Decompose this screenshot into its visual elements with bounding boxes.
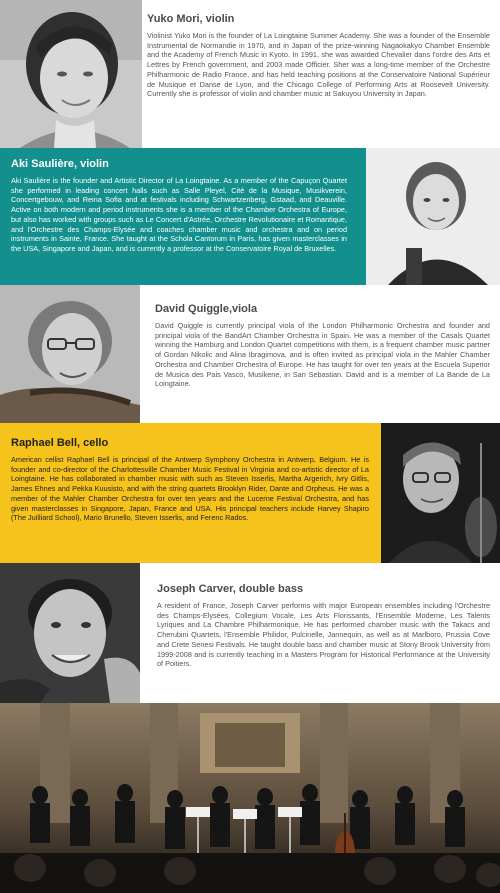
portrait-raphael-bell bbox=[381, 423, 500, 563]
musician-section-aki-sauliere bbox=[0, 148, 500, 285]
musician-name: Aki Saulière, violin bbox=[11, 158, 109, 170]
musician-section-yuko-mori bbox=[0, 0, 500, 148]
musician-text-aki-sauliere bbox=[11, 158, 347, 254]
musician-bio: American cellist Raphael Bell is principal of the Antwerp Symphony Orchestra in Antwerp, Belgium. He is founder and co-director of the Charlottesville Chamber Music Festival in Virginia and co-artistic director of La Loingtaine. He has collaborated in chamber music with such as Steven Isserlis, Martha Argerich, Ivry Gitlis, James Ehnes and Pekka Kuusisto, and with the string quartets Brooklyn Rider, Dante and Orpheus. He was a member of the Mahler Chamber Orchestra for over ten years and the Lucerne Festival Orchestra, and has given masterclasses in Singapore, Japan, France and USA. His principal teachers include Harvey Shapiro (The Juilliard School), Mario Brunello, Steven Isserlis, and Ferenc Rados. bbox=[11, 455, 369, 523]
musician-text-yuko-mori bbox=[147, 13, 490, 99]
musician-name: Raphael Bell, cello bbox=[11, 437, 109, 449]
portrait-david-quiggle bbox=[0, 285, 140, 423]
musician-section-david-quiggle bbox=[0, 285, 500, 423]
portrait-aki-sauliere bbox=[366, 148, 500, 285]
musician-text-joseph-carver bbox=[157, 583, 490, 669]
musician-text-raphael-bell bbox=[11, 437, 369, 523]
musician-name: Yuko Mori, violin bbox=[147, 13, 235, 25]
musician-bio: A resident of France, Joseph Carver performs with major European ensembles including l'Orchestre des Champs-Elysées, Collegium Vocale, Les Arts Florissants, l'Ensemble Moderne, Les Talents Lyriques and La Chambre Philharmonique. He has performed chamber music with the Takacs and Cherubini Quartets, l'Ensemble Philidor, Pulcinelle, Jannequin, as well as at Marlboro, Prussia Cove and Crete Senesi Festivals. He taught double bass and chamber music at Stony Brook University from 1999-2008 and is currently teaching in a Masters Program for Historical Performance at the University of Poitiers. bbox=[157, 601, 490, 669]
musician-section-raphael-bell bbox=[0, 423, 500, 563]
portrait-yuko-mori bbox=[0, 0, 142, 148]
musician-bio: David Quiggle is currently principal viola of the London Philharmonic Orchestra and founder and principal viola of the BandArt Chamber Orchestra in Spain. He was a member of the Casals Quartet winning the Hamburg and London Quartet competitions with them, is a frequent chamber music partner of Gordan Nikolic and Alina Ibragimova, and is often invited as principal viola in the Mahler Chamber Orchestra and Chamber Orchestra of Europe. He has taught for over ten years at the Escuela Superior de Musica des Pais Vasco, Musikene, in San Sebastian. David and is a member of La Bande de La Loingtaine. bbox=[155, 321, 490, 389]
musician-text-david-quiggle bbox=[155, 303, 490, 389]
portrait-joseph-carver bbox=[0, 563, 140, 703]
musician-bio: Violinist Yuko Mori is the founder of La Loingtaine Summer Academy. She was a founder of the Ensemble Instrumental de Normandie in 1970, and in Japan of the prize-winning Nagaokakyo Chamber Ensemble and the Academy of French Music in Kyoto. In 1991, she was awarded Chevalier dans l'ordre des Arts et Lettres by French government, and 2003 made Officier. Sher was a long-time member of the Orchestre Philharmonic de Radio France, and has held teaching positions at the Conservatoire National Supérieur de Musique et Danse de Lyon, and the Chicago College of Performing Arts at Roosevelt University. Currently she is professor of violin and chamber music at Sakuyou University in Japan. bbox=[147, 31, 490, 99]
concert-photo bbox=[0, 703, 500, 893]
musician-name: Joseph Carver, double bass bbox=[157, 583, 304, 595]
musician-bio: Aki Saulière is the founder and Artistic Director of La Loingtaine. As a member of the Capuçon Quartet she performed in leading concert halls such as Salle Pleyel, Cité de la Musique, Musikverein, Concertgebouw, and Reina Sofia and at festivals including Schwartzenberg, Gstaad, and Deauville. Active on both modern and period instruments she is a member of the Chamber Orchestra of Europe, but also has worked with groups such as Le Concert d'Astrée, Orchestre Revolutionaire et Romantique, and l'Orchestre des Champs-Elysée and coaches chamber music and orchestra and on period instruments in Sainte, France. She taught at the Schola Cantorum in Paris, has given masterclasses in the USA, Singapore and Japan, and is currently a professor at the Conservatoire Royal de Bruxelles. bbox=[11, 176, 347, 253]
musician-name: David Quiggle,viola bbox=[155, 303, 258, 315]
musician-section-joseph-carver bbox=[0, 563, 500, 703]
